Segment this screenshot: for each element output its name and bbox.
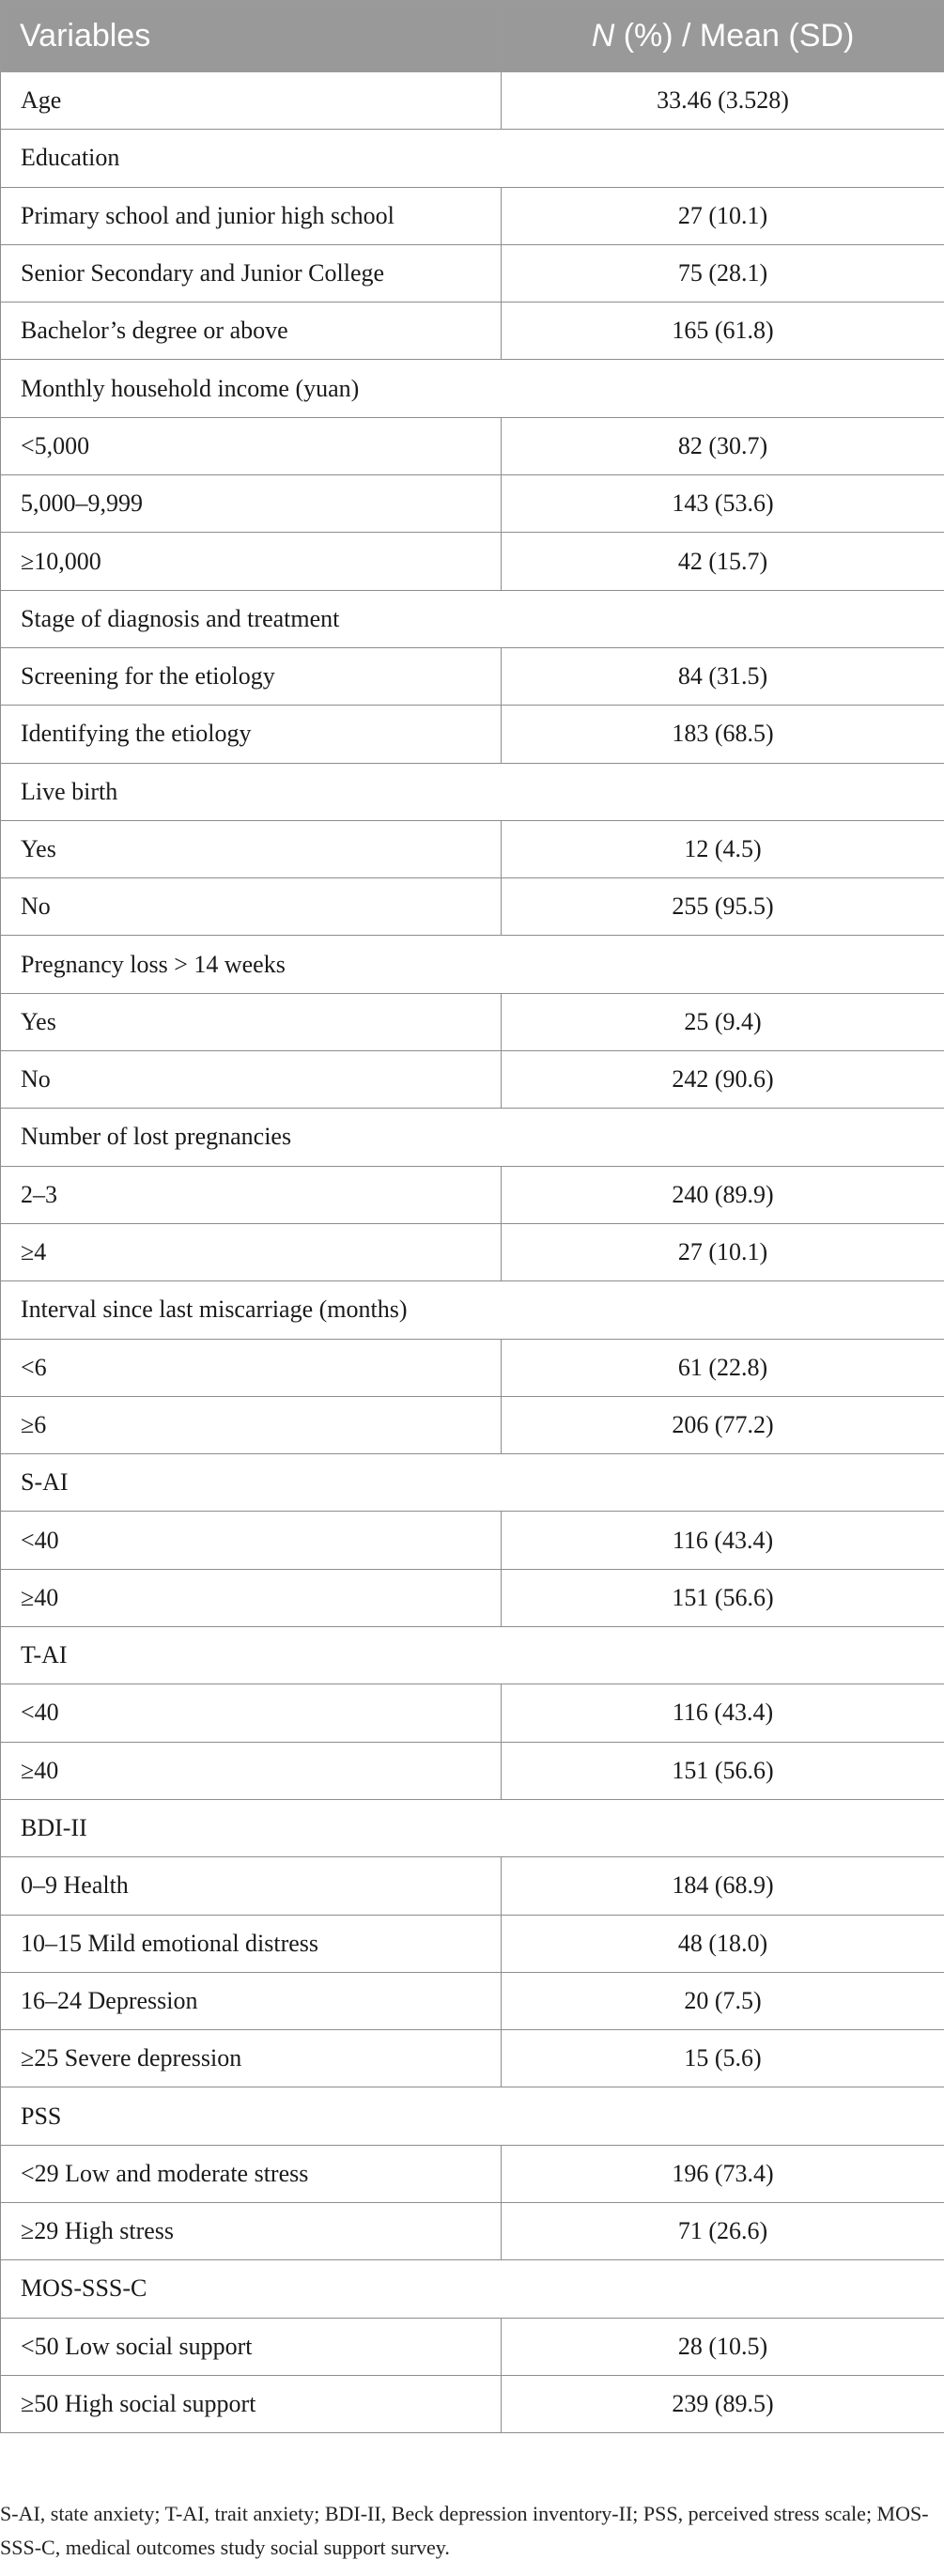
table-row — [1, 2202, 944, 2259]
table-row — [1, 2375, 944, 2432]
table-group-row — [1, 2087, 944, 2145]
table-row — [1, 993, 944, 1050]
variable-label: 5,000–9,999 — [1, 475, 502, 533]
variable-label: Screening for the etiology — [1, 647, 502, 705]
table-group-row — [1, 130, 944, 187]
group-label: S-AI — [1, 1454, 944, 1512]
table-row — [1, 1166, 944, 1223]
table-group-row — [1, 360, 944, 417]
variable-value: 75 (28.1) — [502, 244, 944, 302]
variable-label: 2–3 — [1, 1166, 502, 1223]
variable-label: Senior Secondary and Junior College — [1, 244, 502, 302]
table-row — [1, 1972, 944, 2029]
group-label: Education — [1, 130, 944, 187]
table-row — [1, 533, 944, 590]
variable-label: ≥4 — [1, 1223, 502, 1280]
variable-label: <5,000 — [1, 417, 502, 474]
variable-value: 84 (31.5) — [502, 647, 944, 705]
variable-label: ≥50 High social support — [1, 2375, 502, 2432]
variable-label: <50 Low social support — [1, 2318, 502, 2375]
table-header-row — [1, 1, 944, 72]
group-label: PSS — [1, 2087, 944, 2145]
table-row — [1, 72, 944, 130]
variable-label: No — [1, 878, 502, 936]
variable-label: <40 — [1, 1684, 502, 1742]
table-group-row — [1, 2260, 944, 2318]
group-label: Live birth — [1, 763, 944, 820]
variable-value: 33.46 (3.528) — [502, 72, 944, 130]
table-group-row — [1, 1799, 944, 1856]
variable-value: 27 (10.1) — [502, 1223, 944, 1280]
table-row — [1, 1569, 944, 1626]
variable-label: <40 — [1, 1512, 502, 1569]
variable-value: 20 (7.5) — [502, 1972, 944, 2029]
table-row — [1, 1051, 944, 1109]
table-row — [1, 706, 944, 763]
variable-value: 116 (43.4) — [502, 1512, 944, 1569]
group-label: T-AI — [1, 1627, 944, 1684]
variable-label: Yes — [1, 993, 502, 1050]
table-row — [1, 2145, 944, 2202]
variable-value: 82 (30.7) — [502, 417, 944, 474]
table-row — [1, 1223, 944, 1280]
table-row — [1, 820, 944, 877]
table-footnote: S-AI, state anxiety; T-AI, trait anxiety; BDI-II, Beck depression inventory-II; PSS, perceived stress scale; MOS-SSS-C, medical outcomes study social support survey. — [0, 2502, 929, 2559]
table-row — [1, 2318, 944, 2375]
variable-label: Bachelor’s degree or above — [1, 303, 502, 360]
variable-label: Primary school and junior high school — [1, 187, 502, 244]
variable-value: 15 (5.6) — [502, 2030, 944, 2087]
variable-value: 48 (18.0) — [502, 1915, 944, 1972]
variable-value: 42 (15.7) — [502, 533, 944, 590]
variable-label: <29 Low and moderate stress — [1, 2145, 502, 2202]
variable-value: 61 (22.8) — [502, 1339, 944, 1396]
table-group-row — [1, 1109, 944, 1166]
table-row — [1, 1684, 944, 1742]
table-row — [1, 1396, 944, 1453]
variable-value: 143 (53.6) — [502, 475, 944, 533]
variable-value: 183 (68.5) — [502, 706, 944, 763]
variable-label: 16–24 Depression — [1, 1972, 502, 2029]
variable-label: ≥10,000 — [1, 533, 502, 590]
group-label: MOS-SSS-C — [1, 2260, 944, 2318]
table-row — [1, 1857, 944, 1915]
table-row — [1, 1512, 944, 1569]
table-row — [1, 417, 944, 474]
variable-value: 165 (61.8) — [502, 303, 944, 360]
group-label: Pregnancy loss > 14 weeks — [1, 936, 944, 993]
variable-value: 239 (89.5) — [502, 2375, 944, 2432]
group-label: Stage of diagnosis and treatment — [1, 590, 944, 647]
table-group-row — [1, 763, 944, 820]
variable-label: Age — [1, 72, 502, 130]
variable-value: 184 (68.9) — [502, 1857, 944, 1915]
variable-value: 151 (56.6) — [502, 1569, 944, 1626]
table-row — [1, 878, 944, 936]
table-group-row — [1, 590, 944, 647]
variable-value: 25 (9.4) — [502, 993, 944, 1050]
variable-value: 151 (56.6) — [502, 1742, 944, 1799]
header-variables: Variables — [1, 1, 502, 72]
variable-label: No — [1, 1051, 502, 1109]
table-row — [1, 647, 944, 705]
table-row — [1, 475, 944, 533]
variable-label: Identifying the etiology — [1, 706, 502, 763]
table-row — [1, 1915, 944, 1972]
variable-value: 27 (10.1) — [502, 187, 944, 244]
table-row — [1, 303, 944, 360]
header-value-n: N — [591, 18, 615, 54]
variable-value: 71 (26.6) — [502, 2202, 944, 2259]
table-row — [1, 2030, 944, 2087]
variable-value: 12 (4.5) — [502, 820, 944, 877]
variable-label: <6 — [1, 1339, 502, 1396]
variable-label: 0–9 Health — [1, 1857, 502, 1915]
header-value — [502, 1, 944, 72]
variable-value: 206 (77.2) — [502, 1396, 944, 1453]
table-body — [1, 72, 944, 2433]
variable-label: 10–15 Mild emotional distress — [1, 1915, 502, 1972]
table-row — [1, 1339, 944, 1396]
variable-label: ≥40 — [1, 1569, 502, 1626]
variable-value: 116 (43.4) — [502, 1684, 944, 1742]
table-group-row — [1, 1454, 944, 1512]
variable-label: ≥6 — [1, 1396, 502, 1453]
variable-value: 240 (89.9) — [502, 1166, 944, 1223]
variable-label: Yes — [1, 820, 502, 877]
table-group-row — [1, 936, 944, 993]
group-label: Monthly household income (yuan) — [1, 360, 944, 417]
variable-value: 196 (73.4) — [502, 2145, 944, 2202]
variable-label: ≥25 Severe depression — [1, 2030, 502, 2087]
group-label: Number of lost pregnancies — [1, 1109, 944, 1166]
group-label: Interval since last miscarriage (months) — [1, 1281, 944, 1339]
table-group-row — [1, 1281, 944, 1339]
table-row — [1, 187, 944, 244]
variable-value: 255 (95.5) — [502, 878, 944, 936]
variable-label: ≥40 — [1, 1742, 502, 1799]
table-row — [1, 244, 944, 302]
variable-value: 242 (90.6) — [502, 1051, 944, 1109]
table-row — [1, 1742, 944, 1799]
group-label: BDI-II — [1, 1799, 944, 1856]
header-value-rest: (%) / Mean (SD) — [614, 18, 855, 54]
variable-label: ≥29 High stress — [1, 2202, 502, 2259]
variable-value: 28 (10.5) — [502, 2318, 944, 2375]
table-group-row — [1, 1627, 944, 1684]
